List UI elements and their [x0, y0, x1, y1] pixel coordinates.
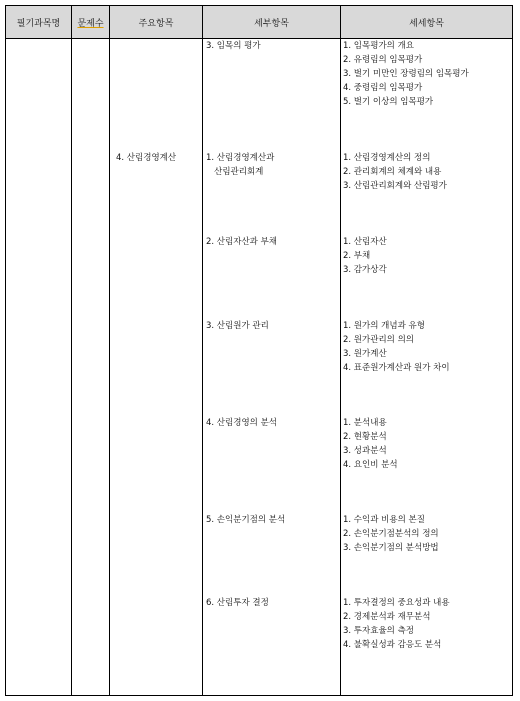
detail-list	[343, 319, 450, 375]
sub-item-cell	[203, 39, 341, 696]
detail-list	[343, 39, 469, 109]
header-question-count	[72, 6, 110, 39]
sub-item	[206, 513, 285, 527]
detail-item: 1. 원가의 개념과 유형	[343, 321, 425, 331]
header-subject: 필기과목명	[6, 6, 72, 39]
detail-item: 3. 투자효율의 측정	[343, 626, 414, 636]
sub-item-line: 산림관리회계	[206, 167, 264, 177]
detail-item: 2. 관리회계의 체계와 내용	[343, 167, 442, 177]
detail-list	[343, 513, 439, 555]
main-item: 4. 산림경영계산	[116, 153, 177, 163]
sub-item-line: 5. 손익분기점의 분석	[206, 515, 286, 525]
header-row	[6, 6, 513, 39]
detail-item-cell	[341, 39, 513, 696]
detail-item: 3. 산림관리회계와 산림평가	[343, 181, 447, 191]
detail-item: 3. 벌기 미만인 장령림의 임목평가	[343, 69, 469, 79]
detail-list	[343, 235, 387, 277]
body-row	[6, 39, 513, 696]
detail-item: 1. 산림자산	[343, 237, 387, 247]
main-item-cell	[110, 39, 203, 696]
detail-item: 2. 원가관리의 의의	[343, 335, 414, 345]
detail-list	[343, 416, 398, 472]
detail-item: 3. 원가계산	[343, 349, 387, 359]
detail-item: 2. 현황분석	[343, 432, 387, 442]
syllabus-table	[5, 5, 513, 696]
detail-item: 4. 중령림의 임목평가	[343, 83, 423, 93]
header-question-count-label: 문제수	[77, 18, 104, 29]
detail-item: 2. 유령림의 임목평가	[343, 55, 423, 65]
sub-item	[206, 235, 277, 249]
header-detail-item: 세세항목	[341, 6, 513, 39]
sub-item-line: 3. 산림원가 관리	[206, 321, 269, 331]
sub-item	[206, 319, 269, 333]
detail-item: 1. 산림경영계산의 정의	[343, 153, 431, 163]
detail-item: 1. 수익과 비용의 본질	[343, 515, 425, 525]
sub-item	[206, 151, 274, 179]
detail-item: 1. 투자결정의 중요성과 내용	[343, 598, 450, 608]
detail-list	[343, 596, 450, 652]
sub-item-line: 2. 산림자산과 부채	[206, 237, 277, 247]
subject-cell	[6, 39, 72, 696]
sub-item-line: 6. 산림투자 결정	[206, 598, 269, 608]
detail-item: 1. 분석내용	[343, 418, 387, 428]
syllabus-table-container	[5, 5, 512, 693]
detail-item: 5. 벌기 이상의 임목평가	[343, 97, 434, 107]
sub-item-line: 3. 임목의 평가	[206, 41, 261, 51]
detail-item: 4. 요인비 분석	[343, 460, 398, 470]
sub-item	[206, 39, 261, 53]
detail-item: 4. 불확실성과 감응도 분석	[343, 640, 442, 650]
sub-item	[206, 596, 269, 610]
detail-item: 3. 손익분기점의 분석방법	[343, 543, 439, 553]
sub-item	[206, 416, 277, 430]
detail-item: 4. 표준원가계산과 원가 차이	[343, 363, 450, 373]
detail-item: 2. 경제분석과 재무분석	[343, 612, 431, 622]
detail-item: 2. 부채	[343, 251, 371, 261]
header-sub-item: 세부항목	[203, 6, 341, 39]
detail-item: 3. 감가상각	[343, 265, 387, 275]
detail-item: 2. 손익분기점분석의 정의	[343, 529, 439, 539]
sub-item-line: 4. 산림경영의 분석	[206, 418, 277, 428]
count-cell	[72, 39, 110, 696]
sub-item-line: 1. 산림경영계산과	[206, 153, 275, 163]
detail-item: 1. 임목평가의 개요	[343, 41, 414, 51]
detail-item: 3. 성과분석	[343, 446, 387, 456]
detail-list	[343, 151, 447, 193]
header-main-item: 주요항목	[110, 6, 203, 39]
